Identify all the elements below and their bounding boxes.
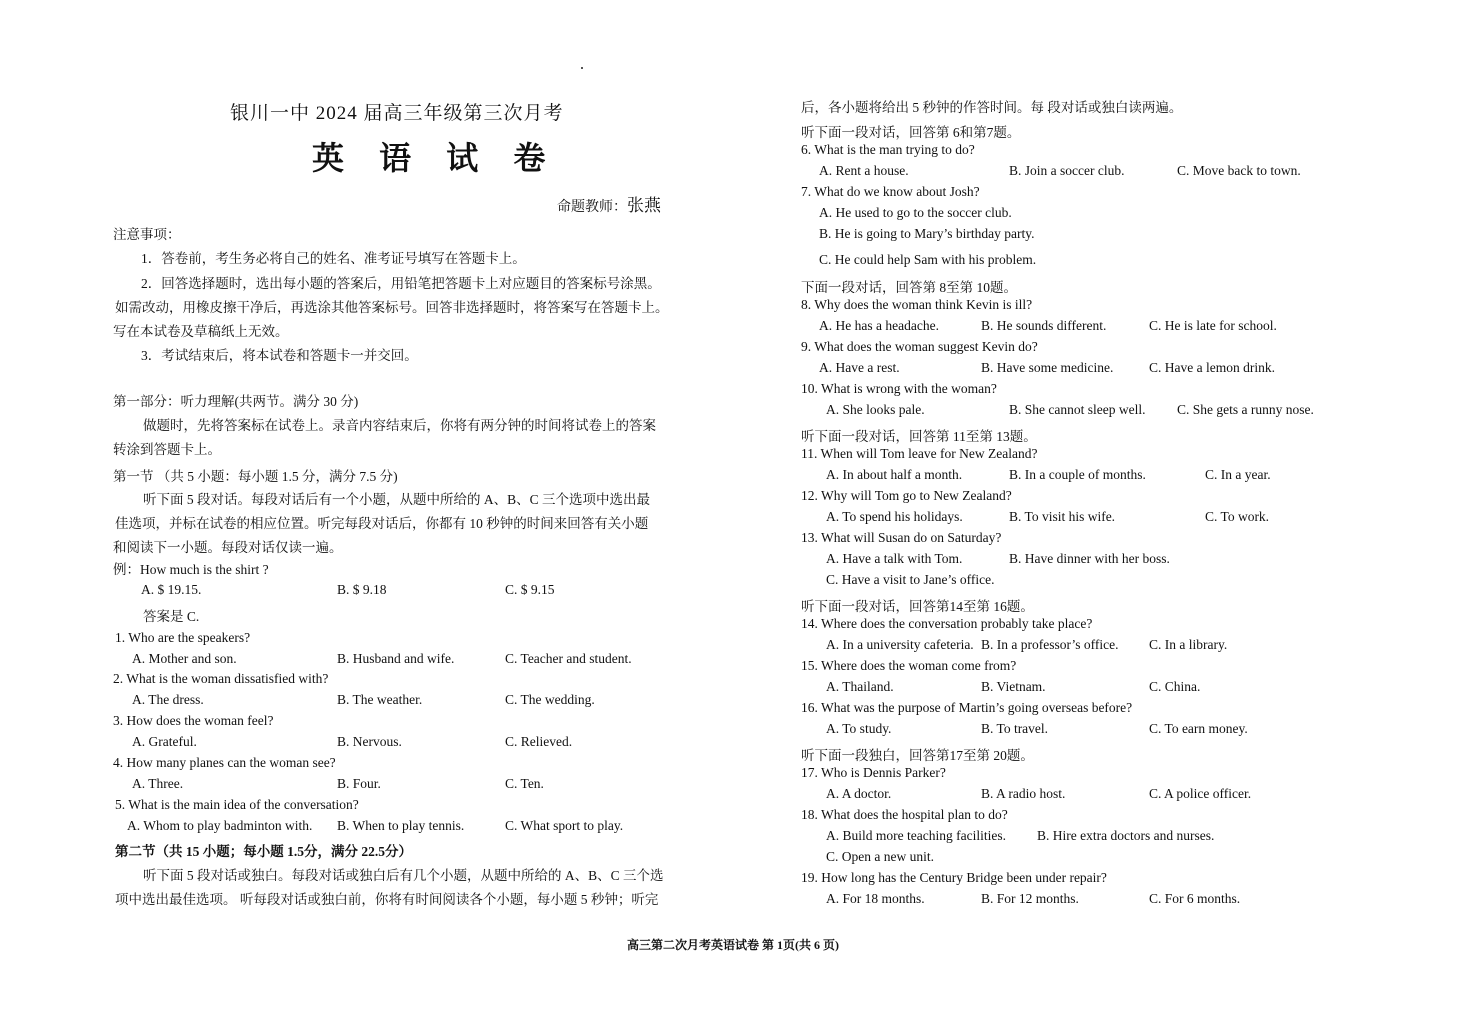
q1-option-a: A. Mother and son. bbox=[132, 651, 237, 666]
notes-heading: 注意事项： bbox=[113, 227, 181, 242]
q6-option-c: C. Move back to town. bbox=[1177, 163, 1301, 178]
note-item-3: 3．考试结束后，将本试卷和答题卡一并交回。 bbox=[141, 348, 418, 363]
q7-option-c: C. He could help Sam with his problem. bbox=[819, 252, 1037, 267]
section2-intro-line-2: 项中选出最佳选项。 听每段对话或独白前，你将有时间阅读各个小题，每小题 5 秒钟；听完 bbox=[115, 892, 659, 907]
q1-option-c: C. Teacher and student. bbox=[505, 651, 632, 666]
q16-option-a: A. To study. bbox=[826, 721, 892, 736]
q13-option-a: A. Have a talk with Tom. bbox=[826, 551, 963, 566]
q19-option-c: C. For 6 months. bbox=[1149, 891, 1241, 906]
q6-option-b: B. Join a soccer club. bbox=[1009, 163, 1125, 178]
question-2: 2. What is the woman dissatisfied with? bbox=[113, 671, 329, 686]
school-title: 银川一中 2024 届高三年级第三次月考 bbox=[230, 103, 564, 124]
part1-intro-line-1: 做题时，先将答案标在试卷上。录音内容结束后，你将有两分钟的时间将试卷上的答案 bbox=[143, 418, 656, 433]
q15-option-c: C. China. bbox=[1149, 679, 1201, 694]
question-13: 13. What will Susan do on Saturday? bbox=[801, 530, 1002, 545]
question-6: 6. What is the man trying to do? bbox=[801, 142, 975, 157]
example-option-a: A. $ 19.15. bbox=[141, 582, 202, 597]
q11-option-a: A. In about half a month. bbox=[826, 467, 963, 482]
question-16: 16. What was the purpose of Martin’s going overseas before? bbox=[801, 700, 1133, 715]
part1-heading: 第一部分：听力理解(共两节。满分 30 分) bbox=[113, 394, 359, 409]
q1-option-b: B. Husband and wife. bbox=[337, 651, 455, 666]
q9-option-c: C. Have a lemon drink. bbox=[1149, 360, 1275, 375]
q18-option-c: C. Open a new unit. bbox=[826, 849, 934, 864]
q12-option-c: C. To work. bbox=[1205, 509, 1270, 524]
section1-intro-line-2: 佳选项，并标在试卷的相应位置。听完每段对话后，你都有 10 秒钟的时间来回答有关小题 bbox=[115, 516, 649, 531]
instruction-17-20: 听下面一段独白，回答第17至第 20题。 bbox=[801, 748, 1034, 763]
q8-option-b: B. He sounds different. bbox=[981, 318, 1107, 333]
q14-option-c: C. In a library. bbox=[1149, 637, 1228, 652]
q15-option-b: B. Vietnam. bbox=[981, 679, 1046, 694]
instruction-6-7: 听下面一段对话，回答第 6和第7题。 bbox=[801, 125, 1021, 140]
question-14: 14. Where does the conversation probably take place? bbox=[801, 616, 1093, 631]
q18-option-b: B. Hire extra doctors and nurses. bbox=[1037, 828, 1215, 843]
section1-heading: 第一节 （共 5 小题：每小题 1.5 分，满分 7.5 分) bbox=[113, 469, 398, 484]
question-10: 10. What is wrong with the woman? bbox=[801, 381, 997, 396]
question-8: 8. Why does the woman think Kevin is ill? bbox=[801, 297, 1033, 312]
q7-option-b: B. He is going to Mary’s birthday party. bbox=[819, 226, 1035, 241]
q10-option-b: B. She cannot sleep well. bbox=[1009, 402, 1146, 417]
section2-intro-line-3: 后，各小题将给出 5 秒钟的作答时间。每 段对话或独白读两遍。 bbox=[801, 100, 1183, 115]
example-option-b: B. $ 9.18 bbox=[337, 582, 387, 597]
question-4: 4. How many planes can the woman see? bbox=[113, 755, 336, 770]
author-name: 张燕 bbox=[627, 196, 661, 216]
example-option-c: C. $ 9.15 bbox=[505, 582, 555, 597]
q9-option-a: A. Have a rest. bbox=[819, 360, 900, 375]
q4-option-c: C. Ten. bbox=[505, 776, 544, 791]
q2-option-b: B. The weather. bbox=[337, 692, 423, 707]
question-7: 7. What do we know about Josh? bbox=[801, 184, 980, 199]
note-item-2-line-1: 2．回答选择题时，选出每小题的答案后，用铅笔把答题卡上对应题目的答案标号涂黑。 bbox=[141, 276, 661, 291]
question-17: 17. Who is Dennis Parker? bbox=[801, 765, 946, 780]
q2-option-a: A. The dress. bbox=[132, 692, 204, 707]
q15-option-a: A. Thailand. bbox=[826, 679, 894, 694]
question-12: 12. Why will Tom go to New Zealand? bbox=[801, 488, 1012, 503]
note-item-1: 1．答卷前，考生务必将自己的姓名、准考证号填写在答题卡上。 bbox=[141, 251, 526, 266]
section1-intro-line-3: 和阅读下一小题。每段对话仅读一遍。 bbox=[113, 540, 343, 555]
q7-option-a: A. He used to go to the soccer club. bbox=[819, 205, 1012, 220]
note-item-2-line-3: 写在本试卷及草稿纸上无效。 bbox=[113, 324, 289, 339]
q4-option-a: A. Three. bbox=[132, 776, 184, 791]
q19-option-a: A. For 18 months. bbox=[826, 891, 925, 906]
q18-option-a: A. Build more teaching facilities. bbox=[826, 828, 1006, 843]
q10-option-a: A. She looks pale. bbox=[826, 402, 925, 417]
question-1: 1. Who are the speakers? bbox=[115, 630, 251, 645]
note-item-2-line-2: 如需改动，用橡皮擦干净后，再选涂其他答案标号。回答非选择题时，将答案写在答题卡上。 bbox=[115, 300, 669, 315]
q17-option-c: C. A police officer. bbox=[1149, 786, 1252, 801]
q11-option-c: C. In a year. bbox=[1205, 467, 1271, 482]
instruction-8-10: 下面一段对话，回答第 8至第 10题。 bbox=[801, 280, 1017, 295]
q12-option-b: B. To visit his wife. bbox=[1009, 509, 1116, 524]
question-19: 19. How long has the Century Bridge been under repair? bbox=[801, 870, 1107, 885]
question-5: 5. What is the main idea of the conversation? bbox=[115, 797, 359, 812]
question-3: 3. How does the woman feel? bbox=[113, 713, 274, 728]
q8-option-a: A. He has a headache. bbox=[819, 318, 939, 333]
part1-intro-line-2: 转涂到答题卡上。 bbox=[113, 442, 221, 457]
q16-option-c: C. To earn money. bbox=[1149, 721, 1248, 736]
q12-option-a: A. To spend his holidays. bbox=[826, 509, 963, 524]
question-11: 11. When will Tom leave for New Zealand? bbox=[801, 446, 1038, 461]
q17-option-b: B. A radio host. bbox=[981, 786, 1066, 801]
q16-option-b: B. To travel. bbox=[981, 721, 1049, 736]
q5-option-a: A. Whom to play badminton with. bbox=[127, 818, 313, 833]
page-footer: 高三第二次月考英语试卷 第 1页(共 6 页) bbox=[627, 938, 839, 952]
section2-intro-line-1: 听下面 5 段对话或独白。每段对话或独白后有几个小题，从题中所给的 A、B、C 三个选 bbox=[143, 868, 664, 883]
q9-option-b: B. Have some medicine. bbox=[981, 360, 1114, 375]
q13-option-b: B. Have dinner with her boss. bbox=[1009, 551, 1170, 566]
author-line bbox=[557, 191, 661, 216]
section2-heading: 第二节（共 15 小题；每小题 1.5分，满分 22.5分） bbox=[115, 844, 412, 859]
section1-intro-line-1: 听下面 5 段对话。每段对话后有一个小题，从题中所给的 A、B、C 三个选项中选出最 bbox=[143, 492, 651, 507]
q6-option-a: A. Rent a house. bbox=[819, 163, 909, 178]
q11-option-b: B. In a couple of months. bbox=[1009, 467, 1146, 482]
question-18: 18. What does the hospital plan to do? bbox=[801, 807, 1008, 822]
scan-dot bbox=[581, 67, 583, 69]
q3-option-c: C. Relieved. bbox=[505, 734, 573, 749]
q19-option-b: B. For 12 months. bbox=[981, 891, 1079, 906]
question-9: 9. What does the woman suggest Kevin do? bbox=[801, 339, 1038, 354]
q17-option-a: A. A doctor. bbox=[826, 786, 892, 801]
q5-option-c: C. What sport to play. bbox=[505, 818, 624, 833]
q13-option-c: C. Have a visit to Jane’s office. bbox=[826, 572, 995, 587]
q5-option-b: B. When to play tennis. bbox=[337, 818, 465, 833]
instruction-14-16: 听下面一段对话，回答第14至第 16题。 bbox=[801, 599, 1034, 614]
subject-title: 英 语 试 卷 bbox=[312, 139, 558, 177]
question-15: 15. Where does the woman come from? bbox=[801, 658, 1017, 673]
q8-option-c: C. He is late for school. bbox=[1149, 318, 1277, 333]
example-question: 例：How much is the shirt ? bbox=[113, 562, 269, 577]
q14-option-b: B. In a professor’s office. bbox=[981, 637, 1119, 652]
q2-option-c: C. The wedding. bbox=[505, 692, 595, 707]
q14-option-a: A. In a university cafeteria. bbox=[826, 637, 974, 652]
instruction-11-13: 听下面一段对话，回答第 11至第 13题。 bbox=[801, 429, 1037, 444]
example-answer: 答案是 C. bbox=[143, 609, 200, 624]
q4-option-b: B. Four. bbox=[337, 776, 381, 791]
q10-option-c: C. She gets a runny nose. bbox=[1177, 402, 1314, 417]
q3-option-a: A. Grateful. bbox=[132, 734, 197, 749]
q3-option-b: B. Nervous. bbox=[337, 734, 402, 749]
author-label: 命题教师： bbox=[557, 200, 627, 215]
